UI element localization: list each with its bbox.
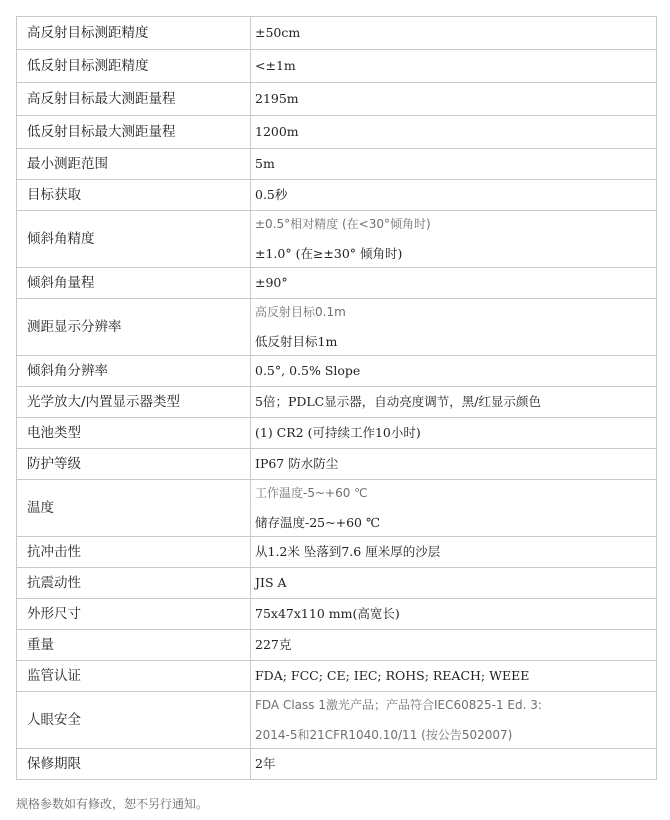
spec-value bbox=[251, 356, 657, 387]
spec-value-line: 0.5°, 0.5% Slope bbox=[255, 363, 361, 378]
spec-row bbox=[17, 356, 657, 387]
spec-row bbox=[17, 599, 657, 630]
spec-label: 抗冲击性 bbox=[17, 537, 251, 568]
spec-value-line: 0.5秒 bbox=[255, 187, 288, 202]
spec-label: 倾斜角分辨率 bbox=[17, 356, 251, 387]
spec-value-line: ±90° bbox=[255, 275, 288, 290]
spec-value-line: 2195m bbox=[255, 91, 299, 106]
spec-value-line: 75x47x110 mm(高宽长) bbox=[255, 606, 400, 621]
spec-row bbox=[17, 692, 657, 749]
spec-value-line: 5m bbox=[255, 156, 275, 171]
spec-label: 倾斜角精度 bbox=[17, 211, 251, 268]
spec-value-line: 2014-5和21CFR1040.10/11 (按公告502007) bbox=[255, 728, 513, 742]
spec-label: 高反射目标最大测距量程 bbox=[17, 83, 251, 116]
spec-value bbox=[251, 537, 657, 568]
spec-row bbox=[17, 149, 657, 180]
spec-label: 测距显示分辨率 bbox=[17, 299, 251, 356]
spec-value-line: ±50cm bbox=[255, 25, 301, 40]
spec-label: 光学放大/内置显示器类型 bbox=[17, 387, 251, 418]
spec-value bbox=[251, 449, 657, 480]
spec-label: 低反射目标最大测距量程 bbox=[17, 116, 251, 149]
spec-label: 高反射目标测距精度 bbox=[17, 17, 251, 50]
spec-value bbox=[251, 480, 657, 537]
spec-value-line: 低反射目标1m bbox=[255, 334, 338, 349]
spec-label: 最小测距范围 bbox=[17, 149, 251, 180]
spec-value bbox=[251, 387, 657, 418]
spec-value-line: 1200m bbox=[255, 124, 299, 139]
spec-value bbox=[251, 599, 657, 630]
spec-label: 重量 bbox=[17, 630, 251, 661]
spec-row bbox=[17, 630, 657, 661]
spec-value bbox=[251, 116, 657, 149]
spec-row bbox=[17, 17, 657, 50]
spec-value bbox=[251, 211, 657, 268]
spec-value-line: ±0.5°相对精度 (在<30°倾角时) bbox=[255, 217, 431, 231]
spec-value bbox=[251, 180, 657, 211]
footer-note: 规格参数如有修改，恕不另行通知。 bbox=[16, 797, 209, 811]
spec-row bbox=[17, 83, 657, 116]
spec-value bbox=[251, 83, 657, 116]
spec-value bbox=[251, 568, 657, 599]
spec-row bbox=[17, 537, 657, 568]
spec-label: 监管认证 bbox=[17, 661, 251, 692]
spec-value-line: FDA; FCC; CE; IEC; ROHS; REACH; WEEE bbox=[255, 668, 530, 683]
spec-value-line: <±1m bbox=[255, 58, 296, 73]
spec-label: 温度 bbox=[17, 480, 251, 537]
spec-row bbox=[17, 299, 657, 356]
spec-value bbox=[251, 630, 657, 661]
spec-table bbox=[16, 16, 657, 780]
spec-value-line: 5倍；PDLC显示器，自动亮度调节，黑/红显示颜色 bbox=[255, 394, 541, 409]
spec-value-line: 2年 bbox=[255, 756, 276, 771]
spec-label: 防护等级 bbox=[17, 449, 251, 480]
spec-value-line: 储存温度-25~+60 ℃ bbox=[255, 515, 380, 530]
spec-row bbox=[17, 661, 657, 692]
spec-label: 倾斜角量程 bbox=[17, 268, 251, 299]
spec-label: 目标获取 bbox=[17, 180, 251, 211]
spec-table-body bbox=[17, 17, 657, 780]
spec-row bbox=[17, 387, 657, 418]
spec-row bbox=[17, 211, 657, 268]
spec-row bbox=[17, 268, 657, 299]
spec-value-line: (1) CR2 (可持续工作10小时) bbox=[255, 425, 421, 440]
spec-row bbox=[17, 568, 657, 599]
spec-value bbox=[251, 692, 657, 749]
spec-value bbox=[251, 50, 657, 83]
spec-value-line: 从1.2米 坠落到7.6 厘米厚的沙层 bbox=[255, 544, 441, 559]
spec-value bbox=[251, 17, 657, 50]
spec-value-line: ±1.0° (在≥±30° 倾角时) bbox=[255, 246, 403, 261]
spec-value bbox=[251, 749, 657, 780]
spec-label: 人眼安全 bbox=[17, 692, 251, 749]
spec-value-line: IP67 防水防尘 bbox=[255, 456, 339, 471]
spec-label: 外形尺寸 bbox=[17, 599, 251, 630]
spec-label: 抗震动性 bbox=[17, 568, 251, 599]
spec-value-line: 227克 bbox=[255, 637, 292, 652]
spec-label: 低反射目标测距精度 bbox=[17, 50, 251, 83]
spec-value bbox=[251, 149, 657, 180]
spec-row bbox=[17, 180, 657, 211]
spec-row bbox=[17, 116, 657, 149]
spec-value bbox=[251, 661, 657, 692]
spec-value bbox=[251, 268, 657, 299]
spec-value bbox=[251, 418, 657, 449]
spec-value-line: FDA Class 1激光产品；产品符合IEC60825-1 Ed. 3: bbox=[255, 698, 542, 712]
spec-value-line: 工作温度-5~+60 ℃ bbox=[255, 486, 368, 500]
spec-value-line: JIS A bbox=[255, 575, 287, 590]
spec-value bbox=[251, 299, 657, 356]
spec-row bbox=[17, 418, 657, 449]
spec-row bbox=[17, 50, 657, 83]
spec-label: 保修期限 bbox=[17, 749, 251, 780]
spec-row bbox=[17, 480, 657, 537]
spec-row bbox=[17, 449, 657, 480]
spec-row bbox=[17, 749, 657, 780]
spec-value-line: 高反射目标0.1m bbox=[255, 305, 346, 319]
spec-label: 电池类型 bbox=[17, 418, 251, 449]
